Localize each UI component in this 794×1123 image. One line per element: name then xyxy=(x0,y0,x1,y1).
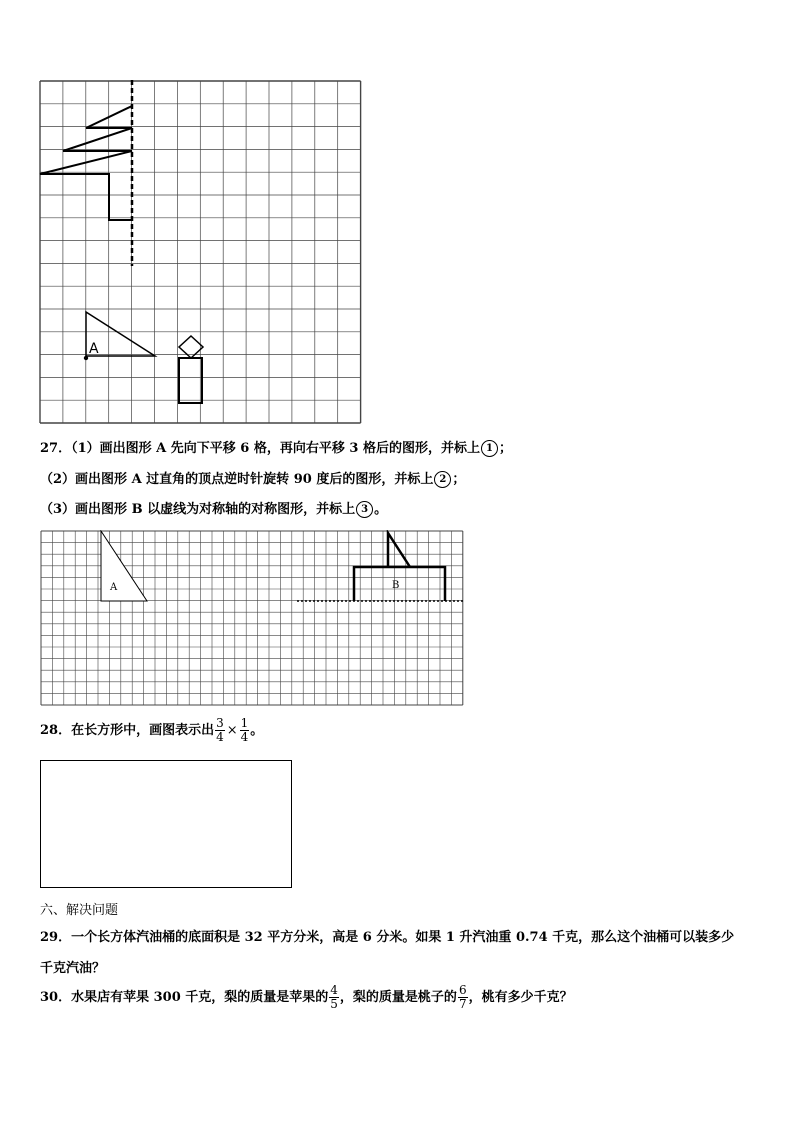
shape-b-flag xyxy=(388,533,410,567)
fraction-1-4 xyxy=(240,717,250,744)
shape-b-label: B xyxy=(392,580,400,591)
q27-line-2-text: （2）画出图形 A 过直角的顶点逆时针旋转 90 度后的图形，并标上 xyxy=(40,472,434,487)
q27-line-1-text: 27．（1）画出图形 A 先向下平移 6 格，再向右平移 3 格后的图形，并标上 xyxy=(40,441,480,456)
q27-line-3-end: 。 xyxy=(374,502,388,517)
grid-lines-1 xyxy=(40,81,361,423)
fraction-denominator: 4 xyxy=(216,730,224,744)
fraction-3-4 xyxy=(215,717,225,744)
triangle-a-label: A xyxy=(89,341,99,357)
shape-b xyxy=(354,567,445,601)
q28-text: 28．在长方形中，画图表示出 xyxy=(40,723,215,738)
grid-figure-1 xyxy=(39,80,365,426)
q30-line xyxy=(40,984,573,1011)
fraction-numerator: 6 xyxy=(458,983,467,997)
q27-line-3-text: （3）画出图形 B 以虚线为对称轴的对称图形，并标上 xyxy=(40,502,356,517)
q27-line-2-end: ； xyxy=(452,472,466,487)
fraction-4-5 xyxy=(329,984,339,1011)
q27-line-2 xyxy=(40,468,465,488)
times-sign: × xyxy=(226,723,238,738)
circled-3: 3 xyxy=(356,501,373,518)
circled-2: 2 xyxy=(434,471,451,488)
q30-text: 30．水果店有苹果 300 千克，梨的质量是苹果的 xyxy=(40,990,329,1005)
q27-line-1 xyxy=(40,437,512,457)
answer-rectangle xyxy=(40,760,292,888)
q27-line-1-end: ； xyxy=(498,441,512,456)
q30-mid-text: ，梨的质量是桃子的 xyxy=(339,990,457,1005)
fraction-denominator: 4 xyxy=(240,730,249,744)
q28-line xyxy=(40,717,263,744)
q28-end: 。 xyxy=(250,723,264,738)
triangle-a-2-label: A xyxy=(110,582,118,593)
q29-line-1: 29．一个长方体汽油桶的底面积是 32 平方分米，高是 6 分米。如果 1 升汽油重 0.74 千克，那么这个油桶可以装多少 xyxy=(40,930,735,945)
right-angle-vertex-dot xyxy=(84,356,88,360)
fraction-numerator: 3 xyxy=(216,716,224,730)
fraction-denominator: 7 xyxy=(458,997,467,1011)
fraction-numerator: 4 xyxy=(330,983,338,997)
q27-line-3 xyxy=(40,498,387,518)
q30-end: ，桃有多少千克？ xyxy=(468,990,573,1005)
section-heading: 六、解决问题 xyxy=(40,903,119,918)
rectangle-shape xyxy=(179,358,202,403)
q29-line-2: 千克汽油？ xyxy=(40,961,106,976)
fraction-numerator: 1 xyxy=(240,716,249,730)
circled-1: 1 xyxy=(481,440,498,457)
grid-figure-2 xyxy=(40,530,465,706)
fraction-denominator: 5 xyxy=(330,997,338,1011)
fraction-6-7 xyxy=(458,984,468,1011)
